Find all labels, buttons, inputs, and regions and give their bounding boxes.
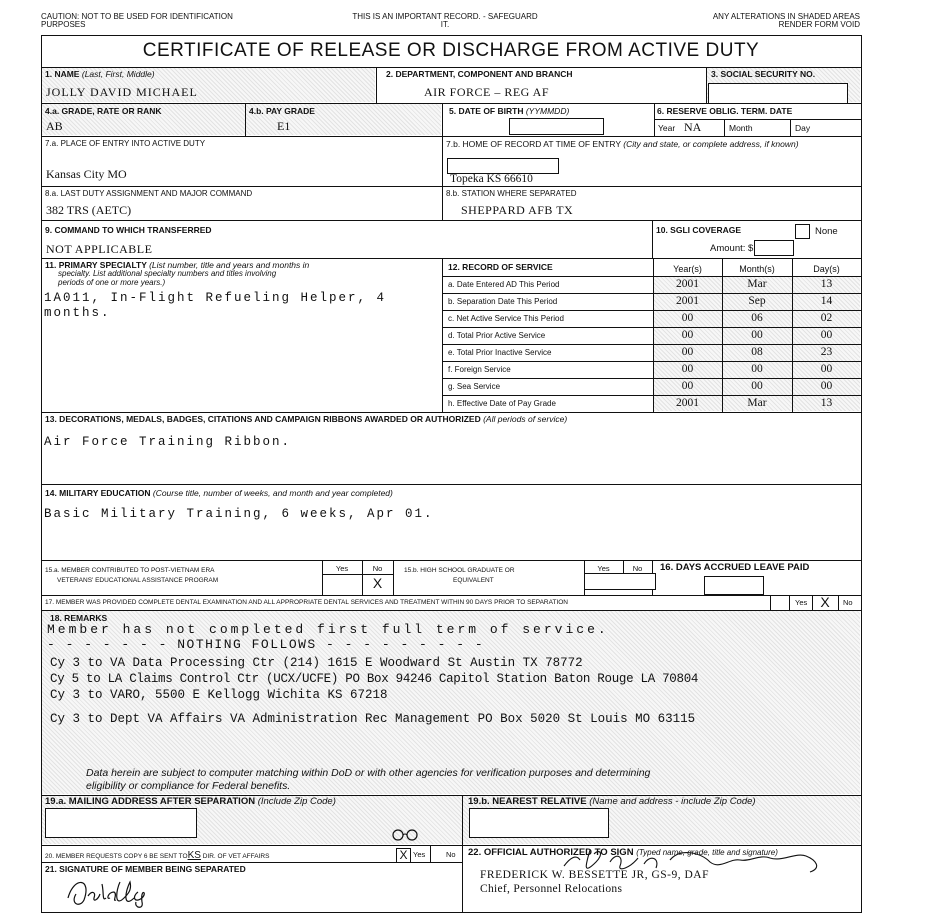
record-row-label: f. Foreign Service: [448, 365, 511, 374]
field-11-label: 11. PRIMARY SPECIALTY (List number, title and years and months in: [45, 260, 310, 270]
field-5-label: 5. DATE OF BIRTH (YYMMDD): [449, 106, 570, 116]
last-duty-value: 382 TRS (AETC): [46, 203, 132, 217]
record-row-divider: [442, 293, 861, 294]
field-20-no-label: No: [446, 850, 456, 859]
nearest-relative-box: [469, 808, 609, 838]
field-15a-label-1: 15.a. MEMBER CONTRIBUTED TO POST-VIETNAM ERA: [45, 567, 215, 574]
record-row-year: 00: [681, 312, 694, 324]
record-row-day: 23: [820, 346, 833, 358]
record-row-year: 00: [681, 380, 694, 392]
record-row-divider: [442, 327, 861, 328]
home-record-box: [447, 158, 559, 174]
record-row-day: 13: [820, 397, 833, 409]
field-20-yes-mark: X: [396, 848, 411, 863]
pay-grade-value: E1: [277, 119, 291, 133]
form-title: CERTIFICATE OF RELEASE OR DISCHARGE FROM ACTIVE DUTY: [142, 40, 760, 61]
department-value: AIR FORCE – REG AF: [424, 85, 550, 99]
field-15a-label-2: VETERANS' EDUCATIONAL ASSISTANCE PROGRAM: [57, 577, 219, 584]
field-15a-yes-label: Yes: [335, 564, 349, 573]
record-row-year: 2001: [676, 295, 699, 307]
field-15a-no-label: No: [372, 564, 383, 573]
field-4b-label: 4.b. PAY GRADE: [249, 106, 315, 116]
record-row-month: Mar: [747, 397, 767, 409]
record-row-divider: [442, 344, 861, 345]
record-row-label: a. Date Entered AD This Period: [448, 280, 560, 289]
field-15b-yes-label: Yes: [597, 564, 610, 573]
eyeglasses-mark: [390, 828, 420, 842]
record-row-month: 00: [751, 329, 763, 341]
field-16-label: 16. DAYS ACCRUED LEAVE PAID: [660, 562, 810, 573]
remarks-note-1: Data herein are subject to computer matching within DoD or with other agencies for verification purposes and determining: [86, 767, 651, 779]
record-row-year: 00: [681, 329, 694, 341]
field-20-label: 20. MEMBER REQUESTS COPY 6 BE SENT TOKS DIR. OF VET AFFAIRS: [45, 850, 270, 861]
record-row-month: 06: [751, 312, 763, 324]
field-10-label: 10. SGLI COVERAGE: [656, 225, 742, 235]
remarks-line-2: - - - - - - - NOTHING FOLLOWS - - - - - - - - -: [47, 637, 485, 652]
grade-value: AB: [46, 119, 63, 133]
reserve-year-label: Year: [658, 123, 676, 133]
alterations-text: ANY ALTERATIONS IN SHADED AREAS RENDER FORM VOID: [712, 12, 860, 29]
field-11-hint-3: periods of one or more years.): [58, 278, 166, 287]
field-15b-no-label: No: [632, 564, 643, 573]
decorations-value: Air Force Training Ribbon.: [44, 435, 292, 449]
record-row-day: 00: [820, 380, 833, 392]
sgli-none-checkbox: [795, 224, 810, 239]
col-months-header: Month(s): [739, 264, 775, 274]
reserve-day-label: Day: [795, 123, 811, 133]
home-record-value: Topeka KS 66610: [450, 173, 533, 185]
caution-text: CAUTION: NOT TO BE USED FOR IDENTIFICATION PURPOSES: [41, 12, 233, 29]
col-years-header: Year(s): [673, 264, 702, 274]
field-4a-label: 4.a. GRADE, RATE OR RANK: [45, 106, 162, 116]
official-title: Chief, Personnel Relocations: [480, 883, 623, 895]
field-17-no-mark: X: [820, 594, 830, 610]
field-15b-label-2: EQUIVALENT: [453, 577, 494, 584]
sgli-amount-label: Amount: $: [710, 243, 754, 254]
ssn-box: [708, 83, 848, 104]
important-record-text: THIS IS AN IMPORTANT RECORD. - SAFEGUARD IT.: [352, 12, 538, 29]
field-8a-label: 8.a. LAST DUTY ASSIGNMENT AND MAJOR COMMAND: [45, 189, 253, 198]
record-row-divider: [442, 310, 861, 311]
remarks-line-4: Cy 5 to LA Claims Control Ctr (UCX/UCFE) PO Box 94246 Capitol Station Baton Rouge LA 70804: [50, 672, 699, 686]
record-row-divider: [442, 276, 861, 277]
reserve-year-value: NA: [684, 120, 702, 134]
remarks-line-3: Cy 3 to VA Data Processing Ctr (214) 1615 E Woodward St Austin TX 78772: [50, 656, 583, 670]
record-row-day: 00: [820, 363, 833, 375]
field-11-hint-2: specialty. List additional specialty numbers and titles involving: [58, 269, 277, 278]
record-row-year: 2001: [676, 397, 699, 409]
record-row-label: d. Total Prior Active Service: [448, 331, 546, 340]
record-row-day: 00: [820, 329, 833, 341]
field-17-no-label: No: [843, 598, 853, 607]
field-21-label: 21. SIGNATURE OF MEMBER BEING SEPARATED: [45, 864, 246, 874]
record-row-year: 00: [681, 346, 694, 358]
record-row-label: c. Net Active Service This Period: [448, 314, 564, 323]
field-12-label: 12. RECORD OF SERVICE: [448, 262, 553, 272]
record-row-month: 08: [751, 346, 763, 358]
member-signature: [62, 868, 172, 910]
field-19a-label: 19.a. MAILING ADDRESS AFTER SEPARATION (Include Zip Code): [45, 796, 336, 807]
record-row-month: 00: [751, 363, 763, 375]
remarks-note-2: eligibility or compliance for Federal benefits.: [86, 780, 291, 792]
field-9-label: 9. COMMAND TO WHICH TRANSFERRED: [45, 225, 212, 235]
field-8b-label: 8.b. STATION WHERE SEPARATED: [446, 189, 577, 198]
field-2-label: 2. DEPARTMENT, COMPONENT AND BRANCH: [386, 69, 573, 79]
education-value: Basic Military Training, 6 weeks, Apr 01.: [44, 507, 434, 521]
field-7b-label: 7.b. HOME OF RECORD AT TIME OF ENTRY (City and state, or complete address, if known): [446, 139, 799, 149]
name-value: JOLLY DAVID MICHAEL: [46, 85, 198, 99]
record-row-divider: [442, 378, 861, 379]
specialty-line-2: months.: [44, 306, 111, 320]
field-6-label: 6. RESERVE OBLIG. TERM. DATE: [657, 106, 793, 116]
record-row-label: g. Sea Service: [448, 382, 501, 391]
record-row-label: e. Total Prior Inactive Service: [448, 348, 552, 357]
entry-place-value: Kansas City MO: [46, 167, 127, 181]
station-value: SHEPPARD AFB TX: [461, 203, 574, 217]
field-3-label: 3. SOCIAL SECURITY NO.: [711, 69, 816, 79]
remarks-line-5: Cy 3 to VARO, 5500 E Kellogg Wichita KS 67218: [50, 688, 388, 702]
record-row-year: 00: [681, 363, 694, 375]
official-name: FREDERICK W. BESSETTE JR, GS-9, DAF: [480, 869, 710, 881]
command-value: NOT APPLICABLE: [46, 242, 153, 256]
field-18-label: 18. REMARKS: [50, 613, 108, 623]
record-row-month: Mar: [747, 278, 767, 290]
sgli-none-label: None: [815, 226, 838, 237]
dob-box: [509, 118, 604, 135]
reserve-month-label: Month: [729, 123, 753, 133]
remarks-line-6: Cy 3 to Dept VA Affairs VA Administration Rec Management PO Box 5020 St Louis MO 63115: [50, 712, 696, 726]
record-row-day: 13: [820, 278, 833, 290]
record-row-divider: [442, 395, 861, 396]
field-15b-box: [584, 573, 656, 590]
field-13-label: 13. DECORATIONS, MEDALS, BADGES, CITATIONS AND CAMPAIGN RIBBONS AWARDED OR AUTHORIZED (All periods of service): [45, 414, 568, 424]
record-row-day: 14: [820, 295, 833, 307]
record-row-label: h. Effective Date of Pay Grade: [448, 399, 556, 408]
field-22-label: 22. OFFICIAL AUTHORIZED TO SIGN (Typed name, grade, title and signature): [468, 847, 778, 858]
col-days-header: Day(s): [813, 264, 840, 274]
field-20-yes-label: Yes: [413, 850, 426, 859]
record-row-label: b. Separation Date This Period: [448, 297, 558, 306]
record-row-divider: [442, 361, 861, 362]
field-19b-label: 19.b. NEAREST RELATIVE (Name and address - include Zip Code): [468, 796, 756, 807]
record-row-year: 2001: [676, 278, 699, 290]
record-row-month: Sep: [748, 295, 766, 307]
remarks-line-1: Member has not completed first full term of service.: [47, 622, 609, 637]
specialty-line-1: 1A011, In-Flight Refueling Helper, 4: [44, 291, 387, 305]
field-1-label: 1. NAME (Last, First, Middle): [45, 69, 155, 79]
field-7a-label: 7.a. PLACE OF ENTRY INTO ACTIVE DUTY: [45, 139, 206, 148]
field-14-label: 14. MILITARY EDUCATION (Course title, number of weeks, and month and year completed): [45, 488, 393, 498]
field-15a-no-mark: X: [372, 575, 383, 591]
field-17-yes-label: Yes: [795, 598, 808, 607]
leave-paid-box: [704, 576, 764, 595]
mailing-address-box: [45, 808, 197, 838]
field-17-label: 17. MEMBER WAS PROVIDED COMPLETE DENTAL EXAMINATION AND ALL APPROPRIATE DENTAL SERVICES AND TREATMENT WITHIN 90 DAYS PRIOR TO SEPARATION: [45, 599, 568, 606]
record-row-month: 00: [751, 380, 763, 392]
field-15b-label-1: 15.b. HIGH SCHOOL GRADUATE OR: [404, 567, 515, 574]
sgli-amount-box: [754, 240, 794, 256]
record-row-day: 02: [820, 312, 833, 324]
